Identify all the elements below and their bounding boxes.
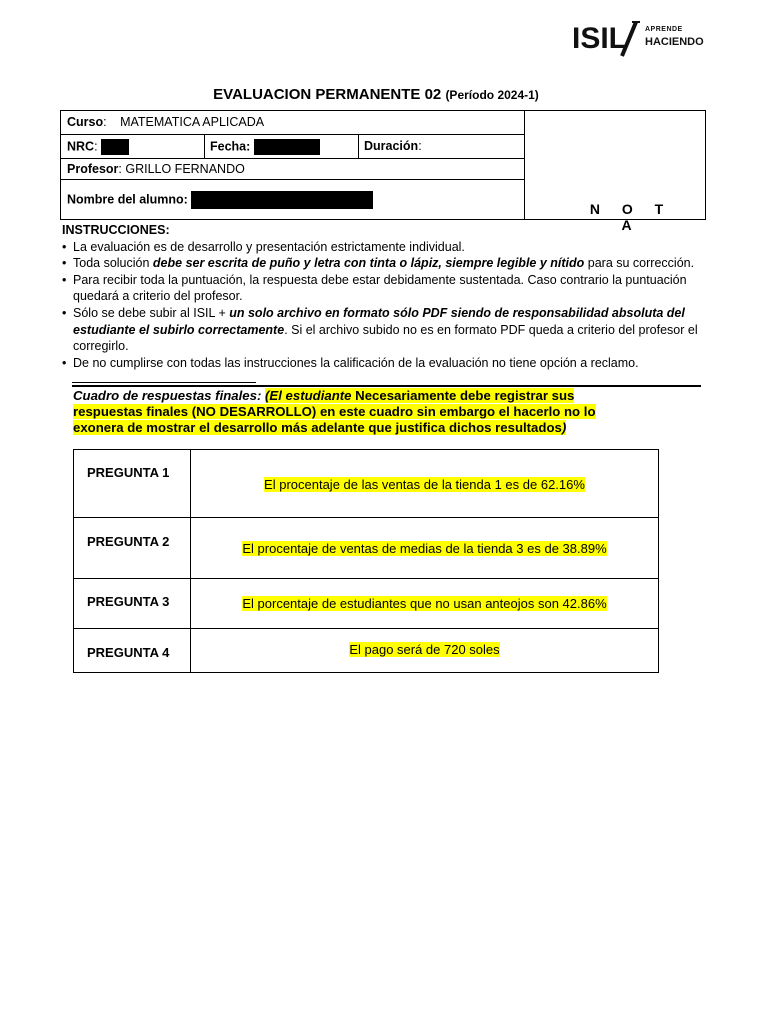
- profesor-value: GRILLO FERNANDO: [125, 162, 245, 176]
- answers-notice-label: Cuadro de respuestas finales:: [73, 388, 262, 403]
- nota-label: N O T A: [589, 201, 673, 233]
- instruction-item: • La evaluación es de desarrollo y presentación estrictamente individual.: [62, 239, 712, 256]
- question-label: PREGUNTA 1: [74, 450, 191, 517]
- answers-notice: [73, 388, 633, 436]
- table-row: [74, 579, 658, 629]
- answers-notice-paren: (El estudiante: [265, 388, 352, 403]
- answer-text: El pago será de 720 soles: [349, 642, 500, 657]
- table-row: [74, 450, 658, 518]
- logo-brand: ISIL: [572, 22, 628, 55]
- answers-notice-paren-close: ): [561, 420, 567, 435]
- fecha-label: Fecha: [210, 139, 247, 154]
- instruction-item: • Toda solución debe ser escrita de puño y letra con tinta o lápiz, siempre legible y nítido para su corrección.: [62, 255, 712, 272]
- profesor-label: Profesor: [67, 162, 119, 176]
- instructions-heading: INSTRUCCIONES:: [62, 223, 170, 237]
- instruction-item: • Para recibir toda la puntuación, la respuesta debe estar debidamente sustentada. Caso contrario la puntuación quedará a criterio del profesor.: [62, 272, 712, 305]
- alumno-redaction: [191, 191, 373, 209]
- instruction-item: • Sólo se debe subir al ISIL + un solo archivo en formato sólo PDF siendo de responsabilidad absoluta del estudiante el subirlo correctamente. Si el archivo subido no es en formato PDF queda a criterio del profesor el corregirlo.: [62, 305, 712, 355]
- instruction-item: • De no cumplirse con todas las instrucciones la calificación de la evaluación no tiene opción a reclamo.: [62, 355, 712, 372]
- logo-slash-icon: [616, 20, 642, 58]
- logo-tagline-bottom: HACIENDO: [645, 36, 704, 48]
- question-label: PREGUNTA 3: [74, 579, 191, 628]
- instructions: [62, 222, 712, 371]
- separator: [72, 382, 256, 383]
- curso-label: Curso: [67, 115, 104, 129]
- question-label: PREGUNTA 4: [74, 629, 191, 672]
- table-row: [74, 629, 658, 672]
- fecha-redaction: [254, 139, 320, 155]
- nrc-redaction: [101, 139, 129, 155]
- duracion-label: Duración: [364, 139, 419, 153]
- alumno-label: Nombre del alumno:: [67, 192, 188, 207]
- row-alumno: [61, 180, 525, 219]
- title-period: (Período 2024-1): [445, 88, 539, 102]
- answers-table: [73, 449, 659, 673]
- title-main: EVALUACION PERMANENTE 02: [213, 86, 442, 103]
- curso-value: MATEMATICA APLICADA: [120, 115, 265, 129]
- row-nrc-fecha: NRC: Fecha: Duración:: [61, 135, 525, 159]
- nrc-label: NRC: [67, 139, 95, 154]
- separator: [72, 385, 701, 387]
- answers-notice-text: Necesariamente debe registrar sus respuestas finales (NO DESARROLLO) en este cuadro sin embargo el hacerlo no lo exonera de mostrar el desarrollo más adelante que justifica dichos resultados: [73, 388, 596, 435]
- answer-text: El procentaje de ventas de medias de la tienda 3 es de 38.89%: [242, 541, 607, 556]
- logo-tagline-top: APRENDE: [645, 26, 683, 33]
- table-row: [74, 518, 658, 579]
- row-curso: Curso: MATEMATICA APLICADA: [61, 111, 525, 135]
- page-title: [0, 86, 752, 103]
- answer-text: El porcentaje de estudiantes que no usan anteojos son 42.86%: [242, 596, 607, 611]
- row-profesor: Profesor: GRILLO FERNANDO: [61, 159, 525, 180]
- answer-text: El procentaje de las ventas de la tienda 1 es de 62.16%: [264, 477, 585, 492]
- question-label: PREGUNTA 2: [74, 518, 191, 578]
